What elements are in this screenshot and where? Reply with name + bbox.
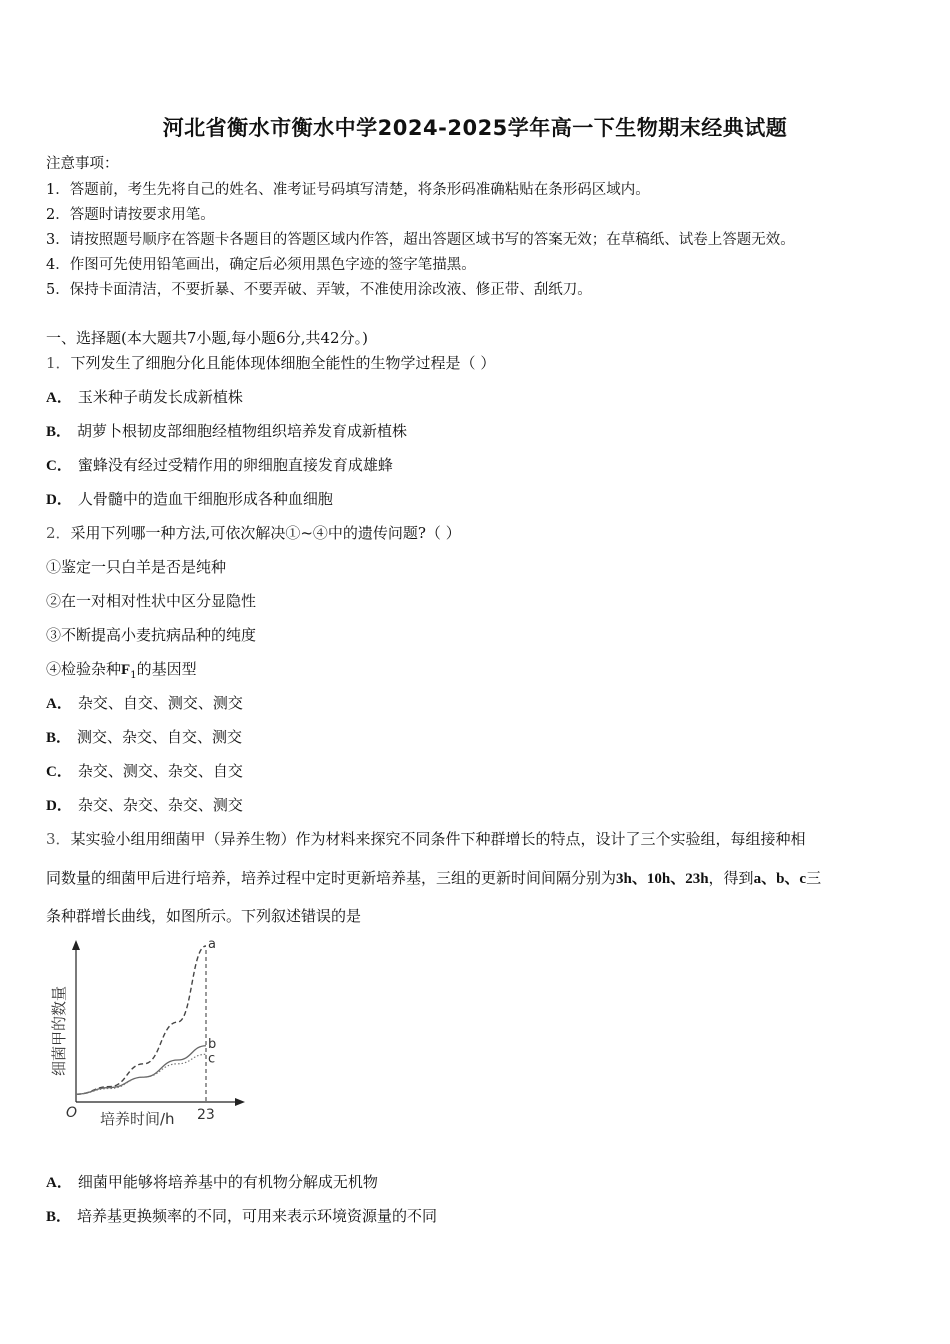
option-text: 玉米种子萌发长成新植株 [77, 388, 243, 406]
option-letter: A． [46, 1175, 72, 1191]
series-a-label: a [208, 937, 216, 952]
note-item: 5．保持卡面清洁，不要折暴、不要弄破、弄皱，不准使用涂改液、修正带、刮纸刀。 [46, 282, 592, 298]
q2-option-c [46, 760, 243, 781]
interval-values: 3h、10h、23h [616, 871, 709, 887]
origin-label: O [66, 1105, 78, 1121]
option-text: 杂交、自交、测交、测交 [77, 694, 243, 712]
question-number: 1． [46, 354, 71, 372]
question-text: ，得到 [708, 869, 754, 887]
series-c-line [76, 1054, 206, 1094]
item-text: ④检验杂种 [46, 660, 122, 678]
note-item: 1．答题前，考生先将自己的姓名、准考证号码填写清楚，将条形码准确粘贴在条形码区域内。 [46, 182, 650, 198]
option-letter: A． [46, 390, 72, 406]
q1-option-b [46, 420, 407, 441]
q2-item-1: ①鉴定一只白羊是否是纯种 [46, 558, 227, 576]
question-number: 2． [46, 524, 71, 542]
q2-item-4 [46, 658, 197, 681]
option-text: 细菌甲能够将培养基中的有机物分解成无机物 [77, 1173, 378, 1191]
option-letter: C． [46, 458, 72, 474]
series-b-label: b [208, 1036, 217, 1052]
y-axis-label: 细菌甲的数量 [50, 985, 68, 1076]
question-text: 下列发生了细胞分化且能体现体细胞全能性的生物学过程是（ ） [70, 354, 496, 372]
question-text: 三 [806, 869, 822, 887]
option-letter: D． [46, 492, 72, 508]
x-axis-arrow [235, 1098, 245, 1106]
f1-subscript: 1 [130, 670, 137, 681]
note-item: 3．请按照题号顺序在答题卡各题目的答题区域内作答，超出答题区域书写的答案无效；在草稿纸、试卷上答题无效。 [46, 232, 795, 248]
notes-heading: 注意事项： [46, 156, 119, 172]
q2-item-3: ③不断提高小麦抗病品种的纯度 [46, 626, 257, 644]
option-text: 测交、杂交、自交、测交 [77, 728, 243, 746]
note-item: 2．答题时请按要求用笔。 [46, 207, 215, 223]
series-b-line [76, 1046, 206, 1094]
option-text: 培养基更换频率的不同，可用来表示环境资源量的不同 [77, 1207, 438, 1225]
q1-option-a [46, 386, 243, 407]
option-letter: B． [46, 1209, 72, 1225]
question-2-stem [46, 522, 461, 543]
option-letter: B． [46, 424, 72, 440]
q1-option-d [46, 488, 333, 509]
q2-item-2: ②在一对相对性状中区分显隐性 [46, 592, 257, 610]
option-letter: B． [46, 730, 72, 746]
option-text: 杂交、杂交、杂交、测交 [77, 796, 243, 814]
f1-symbol: F [121, 662, 131, 678]
question-3-stem-line2 [46, 867, 821, 888]
y-axis-arrow [72, 940, 80, 950]
page-title: 河北省衡水市衡水中学2024-2025学年高一下生物期末经典试题 [162, 116, 788, 140]
question-3-stem-line1 [46, 828, 806, 849]
question-3-stem-line3: 条种群增长曲线，如图所示。下列叙述错误的是 [46, 907, 362, 925]
option-text: 杂交、测交、杂交、自交 [77, 762, 243, 780]
option-text: 胡萝卜根韧皮部细胞经植物组织培养发育成新植株 [77, 422, 408, 440]
option-letter: D． [46, 798, 72, 814]
q2-option-a [46, 692, 243, 713]
question-text: 同数量的细菌甲后进行培养，培养过程中定时更新培养基，三组的更新时间间隔分别为 [46, 869, 617, 887]
q1-option-c [46, 454, 393, 475]
option-text: 蜜蜂没有经过受精作用的卵细胞直接发育成雄蜂 [77, 456, 393, 474]
curve-names: a、b、c [753, 871, 807, 887]
section-heading: 一、选择题(本大题共7小题,每小题6分,共42分。) [46, 329, 368, 347]
question-number: 3． [46, 830, 71, 848]
item-text: 的基因型 [136, 660, 197, 678]
q2-option-b [46, 726, 242, 747]
question-text: 采用下列哪一种方法,可依次解决①~④中的遗传问题?（ ） [70, 524, 461, 542]
q2-option-d [46, 794, 243, 815]
x-tick-label: 23 [197, 1107, 215, 1123]
growth-chart [40, 936, 260, 1136]
q3-option-b [46, 1205, 437, 1226]
note-item: 4．作图可先使用铅笔画出，确定后必须用黑色字迹的签字笔描黑。 [46, 257, 476, 273]
question-text: 某实验小组用细菌甲（异养生物）作为材料来探究不同条件下种群增长的特点，设计了三个实验组，每组接种相 [70, 830, 806, 848]
question-1-stem [46, 352, 495, 373]
option-letter: A． [46, 696, 72, 712]
option-letter: C． [46, 764, 72, 780]
option-text: 人骨髓中的造血干细胞形成各种血细胞 [77, 490, 333, 508]
series-a-line [76, 946, 206, 1094]
x-axis-label: 培养时间/h [100, 1110, 175, 1128]
q3-option-a [46, 1171, 378, 1192]
series-c-label: c [208, 1051, 216, 1067]
